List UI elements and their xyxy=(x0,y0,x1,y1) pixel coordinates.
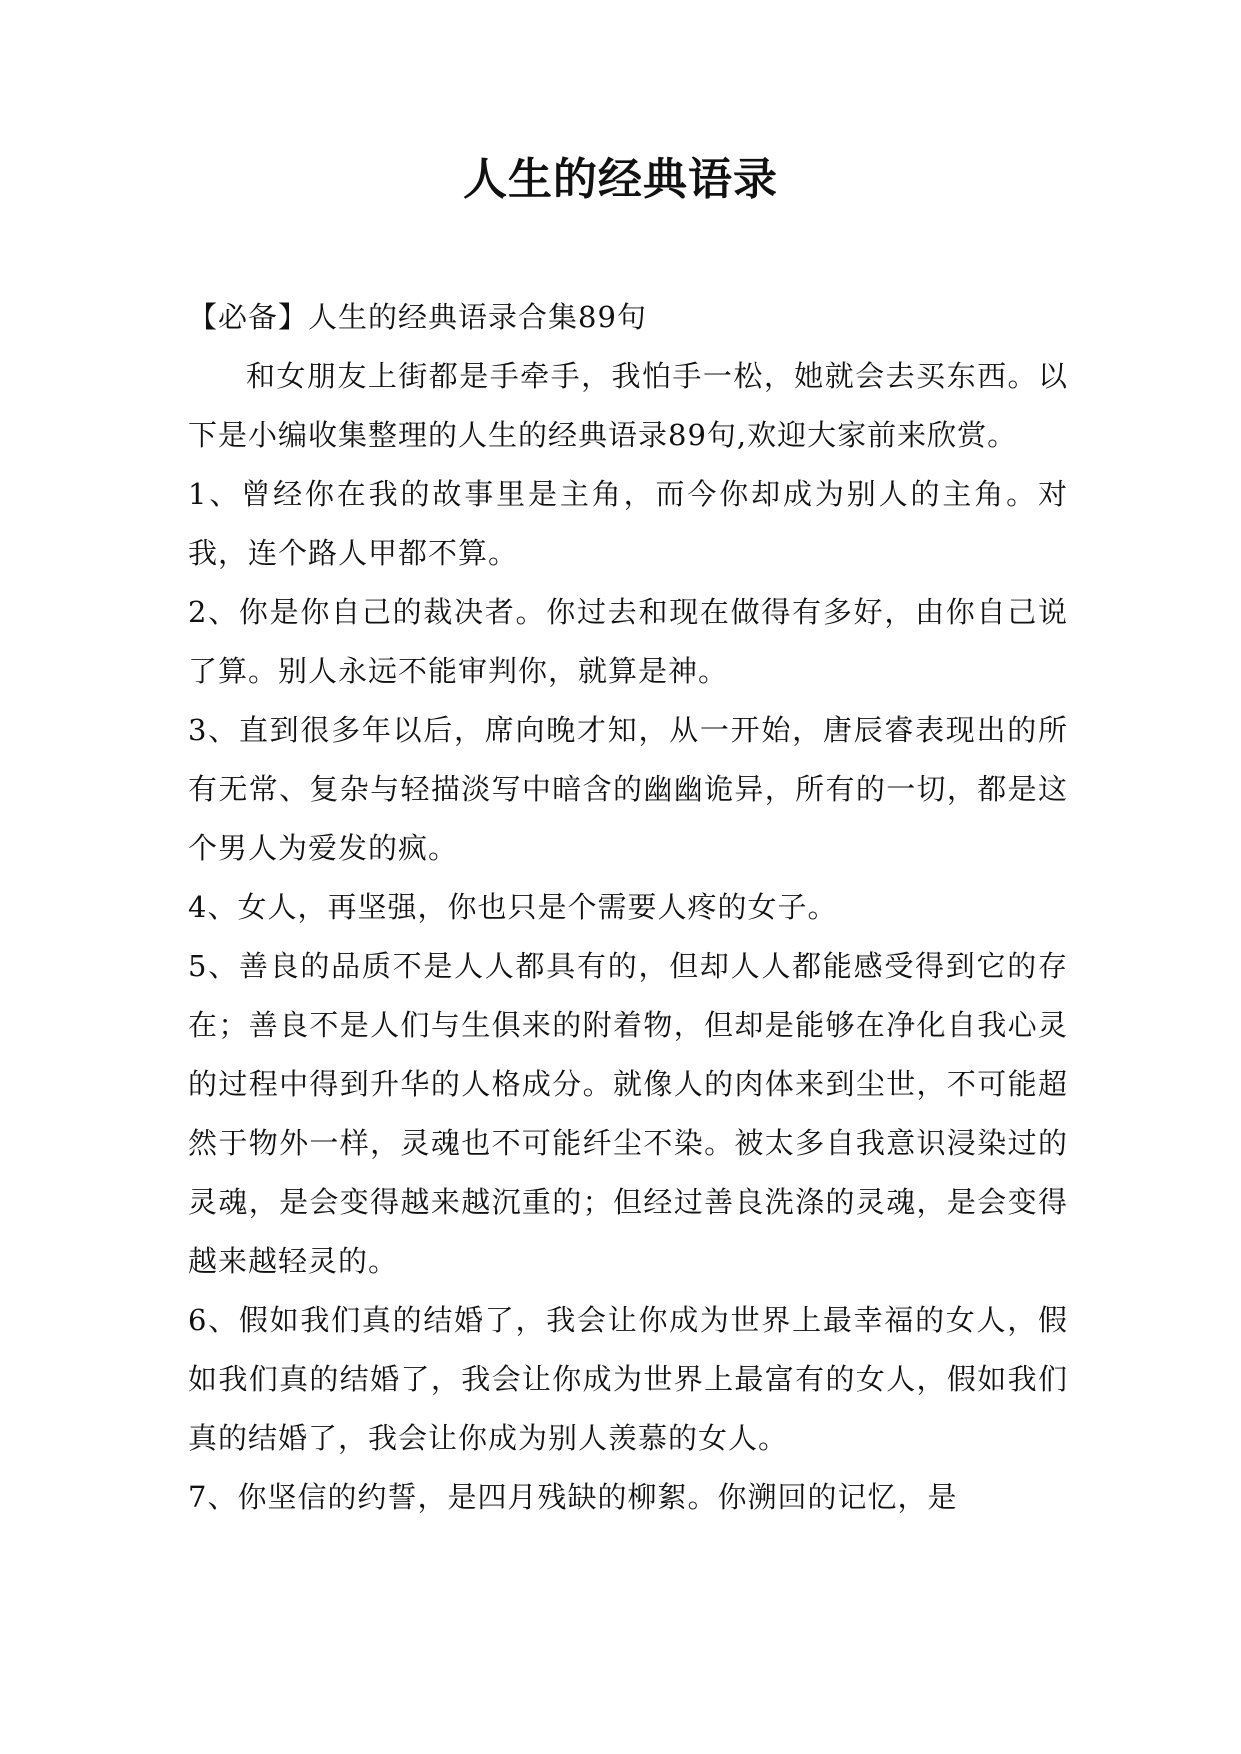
quote-item: 1、曾经你在我的故事里是主角，而今你却成为别人的主角。对我，连个路人甲都不算。 xyxy=(188,477,1068,570)
quote-item: 2、你是你自己的裁决者。你过去和现在做得有多好，由你自己说了算。别人永远不能审判你，就算是神。 xyxy=(188,595,1068,688)
quote-item: 5、善良的品质不是人人都具有的，但却人人都能感受得到它的存在；善良不是人们与生俱来的附着物，但却是能够在净化自我心灵的过程中得到升华的人格成分。就像人的肉体来到尘世，不可能超然于物外一样，灵魂也不可能纤尘不染。被太多自我意识浸染过的灵魂，是会变得越来越沉重的；但经过善良洗涤的灵魂，是会变得越来越轻灵的。 xyxy=(188,949,1068,1278)
section-heading: 【必备】人生的经典语录合集89句 xyxy=(188,300,647,334)
quote-item: 6、假如我们真的结婚了，我会让你成为世界上最幸福的女人，假如我们真的结婚了，我会让你成为世界上最富有的女人，假如我们真的结婚了，我会让你成为别人羡慕的女人。 xyxy=(188,1303,1068,1455)
intro-paragraph: 和女朋友上街都是手牵手，我怕手一松，她就会去买东西。以下是小编收集整理的人生的经典语录89句,欢迎大家前来欣赏。 xyxy=(188,359,1068,452)
document-title: 人生的经典语录 xyxy=(463,154,778,205)
quote-item: 7、你坚信的约誓，是四月残缺的柳絮。你溯回的记忆，是 xyxy=(188,1480,958,1514)
document-body xyxy=(188,288,1068,1527)
quote-item: 3、直到很多年以后，席向晚才知，从一开始，唐辰睿表现出的所有无常、复杂与轻描淡写中暗含的幽幽诡异，所有的一切，都是这个男人为爱发的疯。 xyxy=(188,713,1068,865)
quote-item: 4、女人，再坚强，你也只是个需要人疼的女子。 xyxy=(188,890,838,924)
